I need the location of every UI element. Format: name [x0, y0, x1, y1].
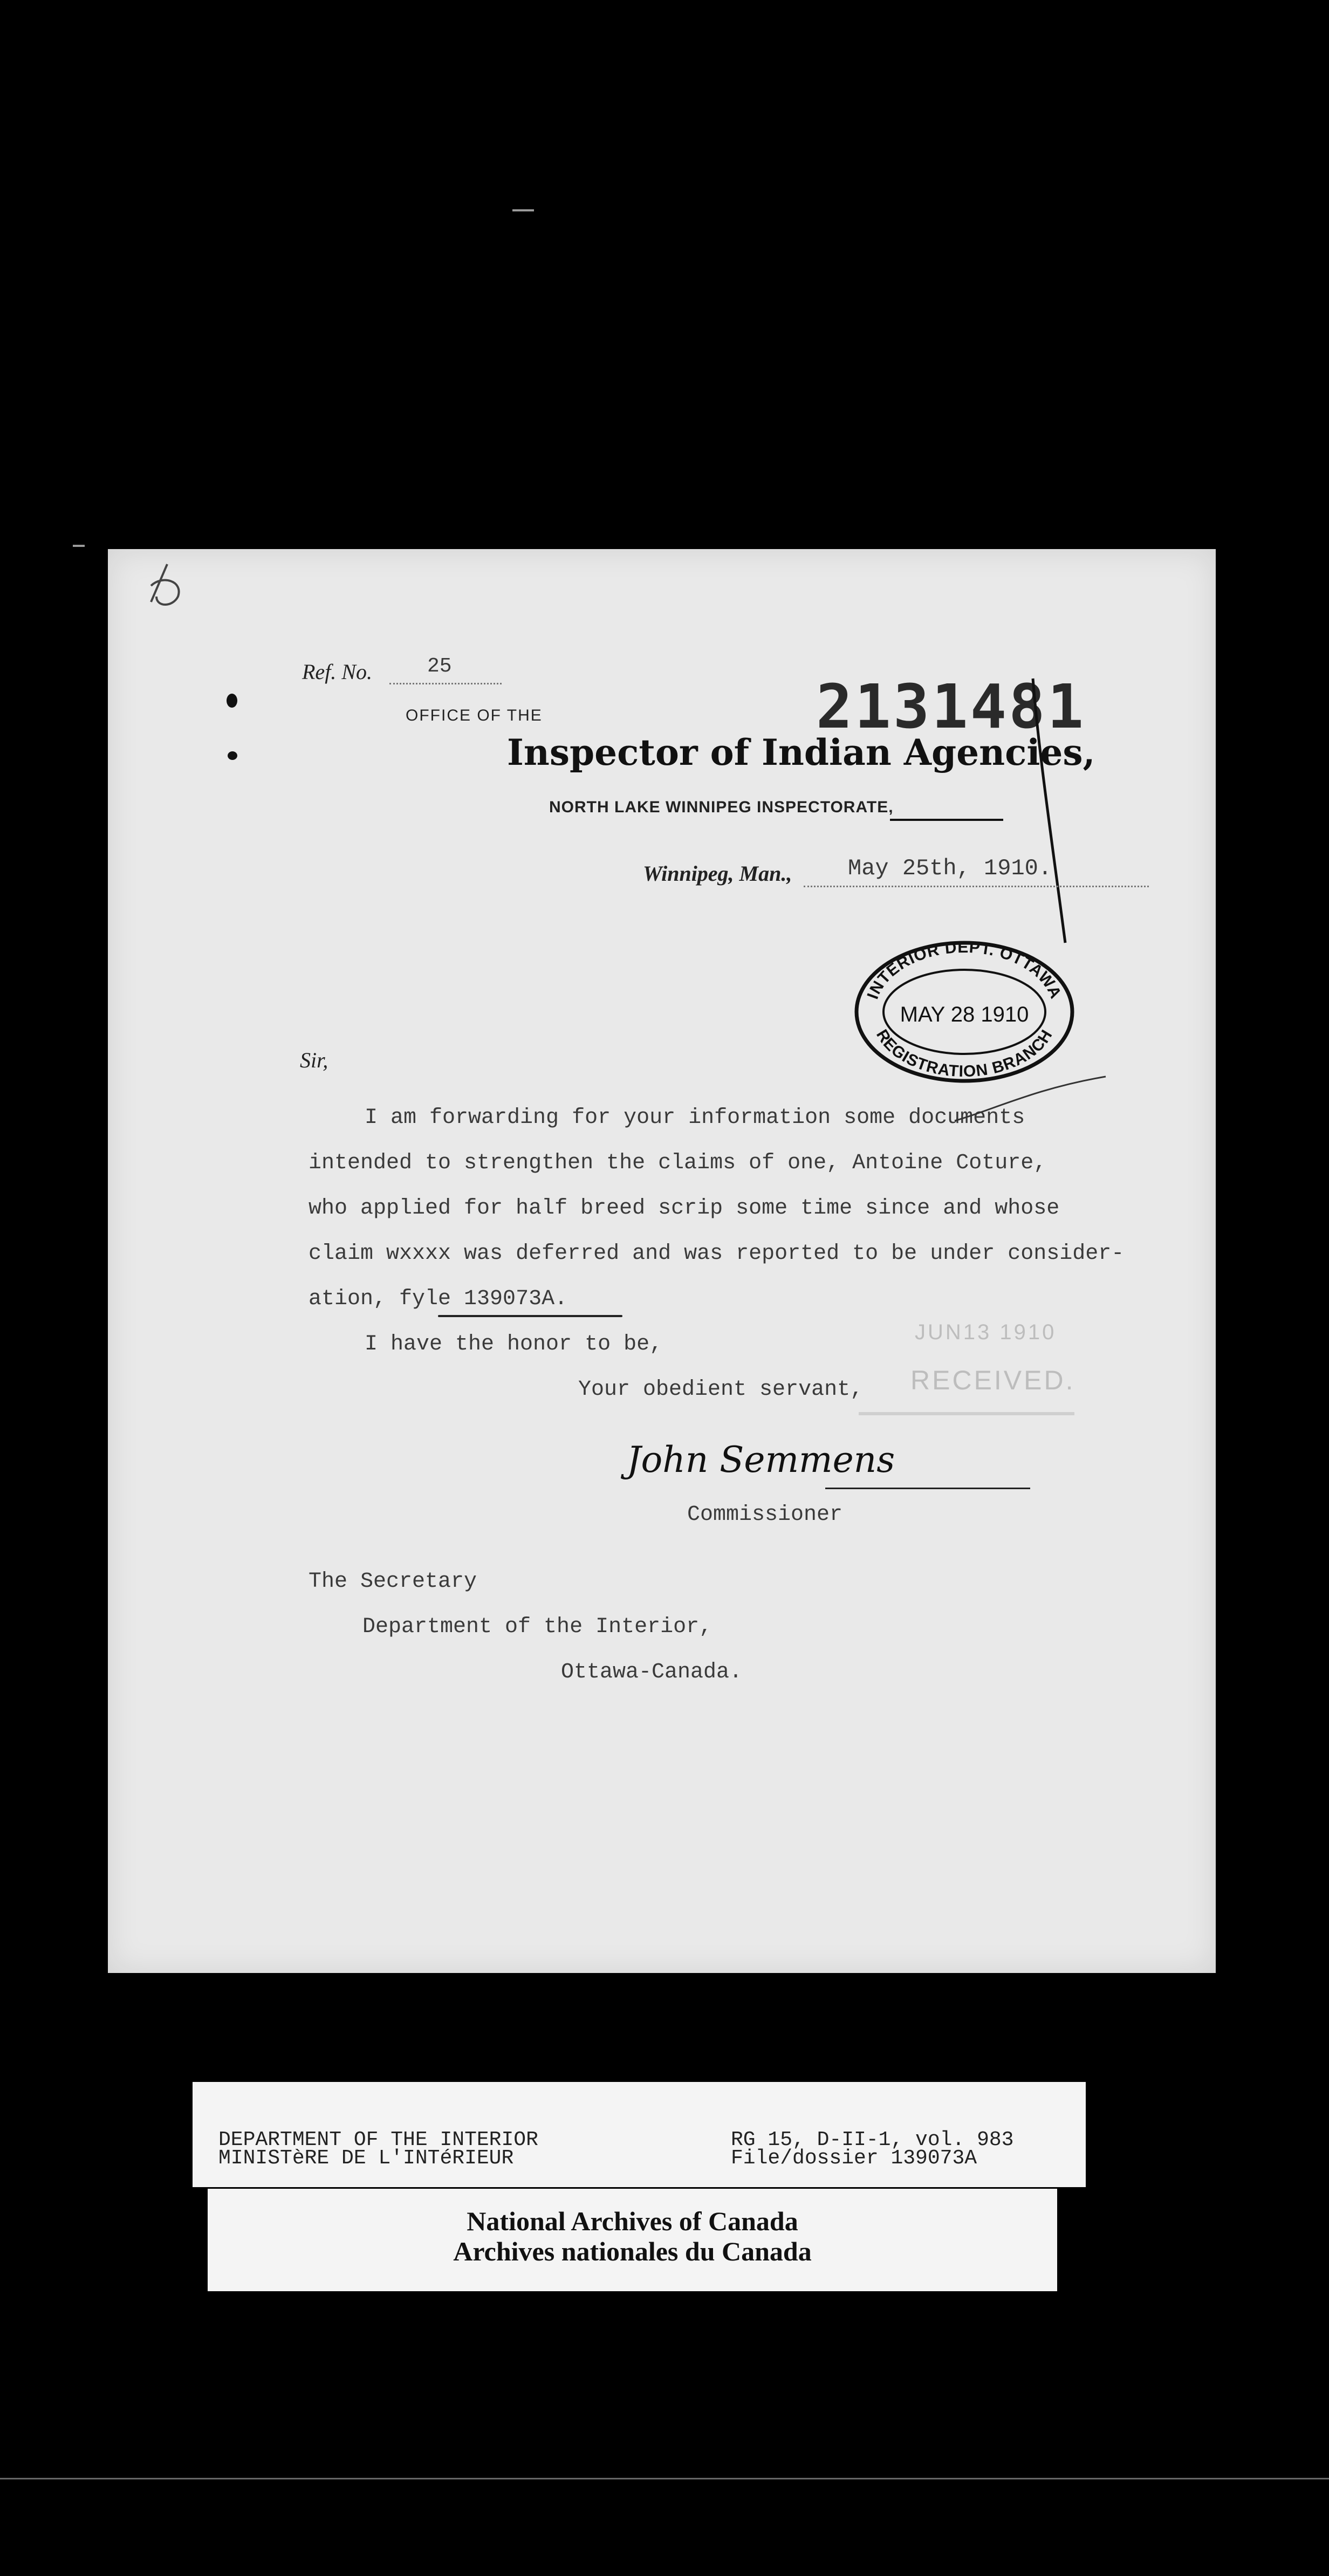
signer-title: Commissioner — [687, 1503, 843, 1527]
film-speck — [73, 545, 85, 547]
signature-underline — [825, 1488, 1030, 1489]
registry-number: 2131481 — [816, 672, 1086, 742]
body-line: ation, fyle 139073A. — [309, 1287, 568, 1311]
letter-page — [108, 549, 1216, 1973]
closing: Your obedient servant, — [578, 1378, 864, 1402]
letterhead-subtitle: NORTH LAKE WINNIPEG INSPECTORATE, — [549, 798, 894, 816]
punch-hole — [227, 694, 237, 708]
ref-no-label: Ref. No. — [302, 660, 372, 684]
pen-stroke — [890, 668, 1160, 948]
archive-dept-en: DEPARTMENT OF THE INTERIOR — [218, 2128, 538, 2152]
pen-flourish — [949, 1067, 1111, 1132]
punch-hole — [228, 751, 237, 760]
letterhead-title: Inspector of Indian Agencies, — [507, 731, 1095, 773]
archive-label — [193, 2082, 1086, 2187]
letter-date: May 25th, 1910. — [848, 855, 1052, 881]
institution-label — [208, 2189, 1057, 2291]
addressee-line: Ottawa-Canada. — [561, 1660, 743, 1684]
signature: John Semmens — [627, 1439, 895, 1481]
body-line: who applied for half breed scrip some time since and whose — [309, 1196, 1060, 1221]
received-stamp-border — [859, 1412, 1074, 1415]
addressee-line: The Secretary — [309, 1570, 477, 1594]
received-stamp-label: RECEIVED. — [910, 1365, 1075, 1395]
archive-file: File/dossier 139073A — [731, 2147, 977, 2170]
ref-no-line — [389, 683, 502, 684]
body-line: claim wxxxx was deferred and was reported to be under consider- — [309, 1242, 1125, 1266]
place-label: Winnipeg, Man., — [643, 861, 792, 886]
archive-dept-fr: MINISTèRE DE L'INTéRIEUR — [218, 2147, 514, 2170]
received-stamp-date: JUN13 1910 — [915, 1320, 1057, 1344]
addressee-line: Department of the Interior, — [362, 1615, 713, 1639]
body-line: intended to strengthen the claims of one, Antoine Coture, — [309, 1151, 1047, 1175]
body-line: I have the honor to be, — [365, 1332, 663, 1356]
body-line: I am forwarding for your information some documents — [365, 1106, 1025, 1130]
date-line — [804, 886, 1149, 887]
svg-text:REGISTRATION BRANCH: REGISTRATION BRANCH — [873, 1026, 1056, 1081]
svg-text:INTERIOR DEPT. OTTAWA: INTERIOR DEPT. OTTAWA — [864, 938, 1065, 1002]
salutation: Sir, — [300, 1048, 328, 1072]
ref-no-value: 25 — [427, 655, 452, 678]
corner-pencil-mark — [140, 553, 205, 613]
institution-en: National Archives of Canada — [467, 2206, 798, 2236]
svg-text:MAY 28 1910: MAY 28 1910 — [900, 1003, 1029, 1026]
office-of-the: OFFICE OF THE — [406, 707, 543, 724]
archive-reference: RG 15, D-II-1, vol. 983 — [731, 2128, 1014, 2152]
institution-fr: Archives nationales du Canada — [453, 2236, 812, 2266]
registration-stamp — [851, 936, 1078, 1087]
film-speck — [512, 209, 534, 211]
underline-stroke — [438, 1315, 622, 1317]
film-edge-line — [0, 2478, 1329, 2479]
